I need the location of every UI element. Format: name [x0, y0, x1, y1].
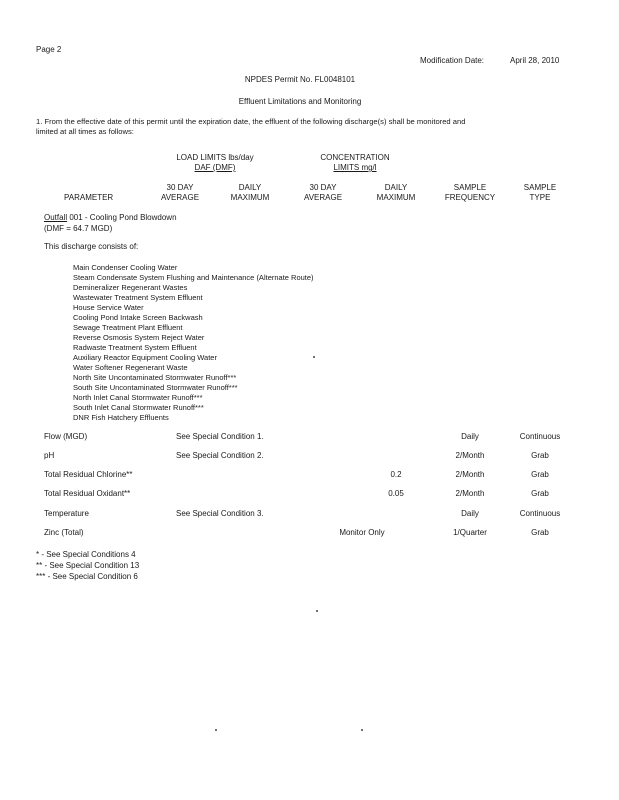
sample-frequency-header: SAMPLE [453, 183, 487, 192]
type-flow: Continuous [519, 432, 561, 441]
daily-max-chlorine: 0.2 [390, 470, 402, 479]
load-limits-heading: LOAD LIMITS lbs/day [176, 153, 254, 162]
intro-line-1: 1. From the effective date of this permit until the expiration date, the effluent of the following discharge(s) shall be monitored and [36, 117, 466, 126]
concentration-heading: CONCENTRATION [320, 153, 390, 162]
type-chlorine: Grab [531, 470, 549, 479]
outfall-word: Outfall [44, 213, 68, 222]
param-ph: pH [44, 451, 55, 460]
modification-date: April 28, 2010 [510, 56, 560, 65]
avg30-conc-header-2: AVERAGE [303, 193, 343, 202]
component-item: Steam Condensate System Flushing and Maintenance (Alternate Route) [73, 273, 314, 282]
component-item: Reverse Osmosis System Reject Water [73, 333, 205, 342]
permit-number: NPDES Permit No. FL0048101 [244, 75, 356, 84]
sample-frequency-header-2: FREQUENCY [444, 193, 496, 202]
component-item: Auxiliary Reactor Equipment Cooling Water [73, 353, 217, 362]
component-item: Sewage Treatment Plant Effluent [73, 323, 183, 332]
frequency-ph: 2/Month [455, 451, 485, 460]
daily-max-oxidant: 0.05 [388, 489, 404, 498]
type-zinc: Grab [531, 528, 549, 537]
scan-speck [316, 610, 318, 612]
document-title: Effluent Limitations and Monitoring [238, 97, 362, 106]
footnote: * - See Special Conditions 4 [36, 550, 136, 559]
param-zinc: Zinc (Total) [44, 528, 84, 537]
component-item: Radwaste Treatment System Effluent [73, 343, 197, 352]
daily-load-header-2: MAXIMUM [230, 193, 270, 202]
component-item: Demineralizer Regenerant Wastes [73, 283, 188, 292]
discharge-consists: This discharge consists of: [44, 242, 139, 251]
type-oxidant: Grab [531, 489, 549, 498]
concentration-subheading: LIMITS mg/l [333, 163, 377, 172]
component-item: House Service Water [73, 303, 144, 312]
param-temperature: Temperature [44, 509, 89, 518]
component-item: South Site Uncontaminated Stormwater Runoff*** [73, 383, 238, 392]
param-chlorine: Total Residual Chlorine** [44, 470, 133, 479]
param-flow: Flow (MGD) [44, 432, 88, 441]
component-item: North Inlet Canal Stormwater Runoff*** [73, 393, 203, 402]
frequency-zinc: 1/Quarter [453, 528, 487, 537]
condition-flow: See Special Condition 1. [176, 432, 264, 441]
scan-speck [313, 356, 315, 358]
daily-load-header: DAILY [238, 183, 262, 192]
component-item: Main Condenser Cooling Water [73, 263, 178, 272]
component-item: Water Softener Regenerant Waste [73, 363, 188, 372]
monitor-zinc: Monitor Only [339, 528, 385, 537]
component-item: North Site Uncontaminated Stormwater Runoff*** [73, 373, 237, 382]
footnote: ** - See Special Condition 13 [36, 561, 140, 570]
daily-conc-header: DAILY [384, 183, 408, 192]
modification-date-label: Modification Date: [420, 56, 485, 65]
load-limits-subheading: DAF (DMF) [194, 163, 236, 172]
avg30-conc-header: 30 DAY [309, 183, 337, 192]
outfall-description: 001 - Cooling Pond Blowdown [67, 213, 177, 222]
frequency-oxidant: 2/Month [455, 489, 485, 498]
frequency-chlorine: 2/Month [455, 470, 485, 479]
footnote: *** - See Special Condition 6 [36, 572, 138, 581]
sample-type-header: SAMPLE [523, 183, 557, 192]
component-item: DNR Fish Hatchery Effluents [73, 413, 169, 422]
component-item: South Inlet Canal Stormwater Runoff*** [73, 403, 204, 412]
parameter-header: PARAMETER [64, 193, 114, 202]
frequency-temperature: Daily [461, 509, 479, 518]
daily-conc-header-2: MAXIMUM [376, 193, 416, 202]
scan-speck [361, 729, 363, 731]
outfall-dmf: (DMF = 64.7 MGD) [44, 224, 113, 233]
component-item: Wastewater Treatment System Effluent [73, 293, 203, 302]
frequency-flow: Daily [461, 432, 479, 441]
param-oxidant: Total Residual Oxidant** [44, 489, 131, 498]
intro-line-2: limited at all times as follows: [36, 127, 134, 136]
avg30-load-header: 30 DAY [166, 183, 194, 192]
condition-ph: See Special Condition 2. [176, 451, 264, 460]
scan-speck [215, 729, 217, 731]
type-ph: Grab [531, 451, 549, 460]
type-temperature: Continuous [519, 509, 561, 518]
condition-temperature: See Special Condition 3. [176, 509, 264, 518]
component-item: Cooling Pond Intake Screen Backwash [73, 313, 203, 322]
sample-type-header-2: TYPE [529, 193, 551, 202]
avg30-load-header-2: AVERAGE [160, 193, 200, 202]
outfall-label [44, 213, 177, 222]
page-number: Page 2 [36, 45, 62, 54]
